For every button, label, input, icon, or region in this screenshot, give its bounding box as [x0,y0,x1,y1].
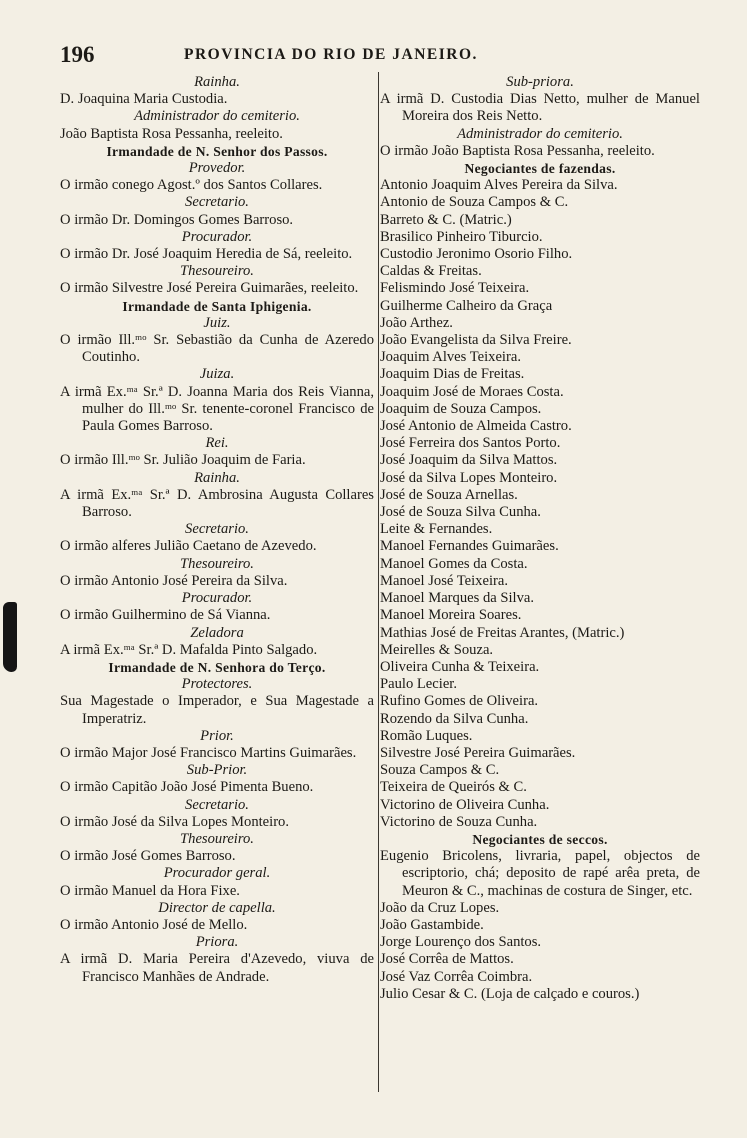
member-entry: O irmão Ill.ᵐᵒ Sr. Sebastião da Cunha de Azeredo Coutinho. [60,332,374,366]
merchant-entry: Custodio Jeronimo Osorio Filho. [380,246,573,263]
member-entry: O irmão José Gomes Barroso. [60,848,236,865]
running-title: PROVINCIA DO RIO DE JANEIRO. [184,46,478,63]
page-number: 196 [60,42,95,67]
member-entry: O irmão José da Silva Lopes Monteiro. [60,813,290,830]
office-title: Procurador. [181,228,253,245]
member-entry: A irmã D. Maria Pereira d'Azevedo, viuva de Francisco Manhães de Andrade. [60,951,374,985]
office-title: Secretario. [185,194,249,211]
office-title: Sub-Prior. [186,762,248,779]
merchant-entry: José de Souza Silva Cunha. [380,504,541,521]
merchant-entry: José Antonio de Almeida Castro. [380,418,572,435]
office-title: Procurador geral. [163,865,271,882]
office-title: Zeladora [190,624,244,641]
office-title: Thesoureiro. [180,830,254,847]
merchant-entry: Leite & Fernandes. [380,521,493,538]
merchant-entry: Paulo Lecier. [380,676,457,693]
office-title: Administrador do cemiterio. [457,125,623,142]
member-entry: O irmão Silvestre José Pereira Guimarães, reeleito. [60,280,359,297]
left-column [60,74,374,986]
section-heading: Irmandade de N. Senhora do Terço. [108,659,326,675]
office-title: Secretario. [185,796,249,813]
merchant-entry: Barreto & C. (Matric.) [380,211,512,228]
margin-ink-blot [3,602,17,672]
column-divider [378,72,379,1092]
section-heading: Negociantes de fazendas. [464,161,616,177]
merchant-entry: José Corrêa de Mattos. [380,951,514,968]
merchant-entry: Meirelles & Souza. [380,641,494,658]
office-title: Thesoureiro. [180,263,254,280]
office-title: Juiza. [199,366,235,383]
merchant-entry: Julio Cesar & C. (Loja de calçado e couros.) [380,985,640,1002]
merchant-entry: Victorino de Souza Cunha. [380,813,538,830]
merchant-entry: Rozendo da Silva Cunha. [380,710,529,727]
office-title: Thesoureiro. [180,555,254,572]
merchant-entry: Joaquim de Souza Campos. [380,400,542,417]
member-entry: O irmão Dr. Domingos Gomes Barroso. [60,211,294,228]
office-title: Sub-priora. [506,74,574,90]
member-entry: O irmão Antonio José de Mello. [60,916,248,933]
office-title: Procurador. [181,590,253,607]
merchant-entry: Manoel Marques da Silva. [380,590,535,607]
office-title: Provedor. [188,160,246,177]
member-entry: A irmã Ex.ᵐᵃ Sr.ª D. Joanna Maria dos Reis Vianna, mulher do Ill.ᵐᵒ Sr. tenente-coronel Francisco de Paula Gomes Barroso. [60,383,374,435]
office-title: Rainha. [194,469,240,486]
office-title: Priora. [195,934,239,951]
merchant-entry: Joaquim José de Moraes Costa. [380,383,564,400]
merchant-entry: Guilherme Calheiro da Graça [380,297,553,314]
member-entry: A irmã D. Custodia Dias Netto, mulher de Manuel Moreira dos Reis Netto. [380,91,700,125]
merchant-entry: João da Cruz Lopes. [380,899,500,916]
office-title: Administrador do cemiterio. [134,108,300,125]
merchant-entry: João Gastambide. [380,916,484,933]
merchant-entry: João Arthez. [380,314,453,331]
merchant-entry: Brasilico Pinheiro Tiburcio. [380,228,543,245]
merchant-entry: Teixeira de Queirós & C. [380,779,527,796]
office-title: Secretario. [185,521,249,538]
member-entry: Sua Magestade o Imperador, e Sua Magestade a Imperatriz. [60,693,374,727]
member-entry: O irmão Manuel da Hora Fixe. [60,882,240,899]
merchant-entry: Manoel Moreira Soares. [380,607,522,624]
member-entry: O irmão Ill.ᵐᵒ Sr. Julião Joaquim de Faria. [60,452,306,469]
merchant-entry: José Ferreira dos Santos Porto. [380,435,561,452]
office-title: Prior. [200,727,234,744]
member-entry: D. Joaquina Maria Custodia. [60,91,228,108]
member-entry: João Baptista Rosa Pessanha, reeleito. [60,125,283,142]
merchant-entry: Felismindo José Teixeira. [380,280,530,297]
member-entry: O irmão Dr. José Joaquim Heredia de Sá, reeleito. [60,246,353,263]
merchant-entry: Caldas & Freitas. [380,263,482,280]
office-title: Protectores. [181,676,253,693]
merchant-entry: Oliveira Cunha & Teixeira. [380,658,540,675]
member-entry: A irmã Ex.ᵐᵃ Sr.ª D. Ambrosina Augusta Collares Barroso. [60,486,374,521]
merchant-entry: Mathias José de Freitas Arantes, (Matric.) [380,624,625,641]
merchant-entry: Manoel Gomes da Costa. [380,555,528,572]
merchant-entry: Manoel José Teixeira. [380,572,508,589]
member-entry: Eugenio Bricolens, livraria, papel, objectos de escriptorio, chá; deposito de rapé arêa preta, de Meuron & C., machinas de costura de Singer, etc. [380,848,700,899]
merchant-entry: Rufino Gomes de Oliveira. [380,693,539,710]
merchant-entry: Antonio de Souza Campos & C. [380,194,569,211]
office-title: Director de capella. [158,899,276,916]
member-entry: O irmão Major José Francisco Martins Guimarães. [60,744,357,761]
merchant-entry: José de Souza Arnellas. [380,486,518,503]
office-title: Rainha. [194,74,240,90]
merchant-entry: Silvestre José Pereira Guimarães. [380,744,576,761]
section-heading: Negociantes de seccos. [472,831,608,847]
section-heading: Irmandade de Santa Iphigenia. [122,298,312,314]
merchant-entry: João Evangelista da Silva Freire. [380,332,572,349]
member-entry: O irmão Capitão João José Pimenta Bueno. [60,779,314,796]
merchant-entry: José da Silva Lopes Monteiro. [380,469,558,486]
member-entry: O irmão Guilhermino de Sá Vianna. [60,607,271,624]
member-entry: O irmão João Baptista Rosa Pessanha, reeleito. [380,142,655,159]
member-entry: A irmã Ex.ᵐᵃ Sr.ª D. Mafalda Pinto Salgado. [60,641,318,658]
merchant-entry: Manoel Fernandes Guimarães. [380,538,559,555]
office-title: Rei. [205,435,229,452]
merchant-entry: Jorge Lourenço dos Santos. [380,934,542,951]
merchant-entry: Romão Luques. [380,727,473,744]
merchant-entry: José Joaquim da Silva Mattos. [380,452,558,469]
merchant-entry: Joaquim Dias de Freitas. [380,366,525,383]
merchant-entry: José Vaz Corrêa Coimbra. [380,968,533,985]
member-entry: O irmão conego Agost.º dos Santos Collares. [60,177,323,194]
office-title: Juiz. [203,314,231,331]
merchant-entry: Victorino de Oliveira Cunha. [380,796,550,813]
merchant-entry: Joaquim Alves Teixeira. [380,349,521,366]
right-column [380,74,700,1003]
member-entry: O irmão Antonio José Pereira da Silva. [60,572,288,589]
section-heading: Irmandade de N. Senhor dos Passos. [106,143,328,159]
member-entry: O irmão alferes Julião Caetano de Azevedo. [60,538,317,555]
merchant-entry: Antonio Joaquim Alves Pereira da Silva. [380,177,618,194]
merchant-entry: Souza Campos & C. [380,762,500,779]
